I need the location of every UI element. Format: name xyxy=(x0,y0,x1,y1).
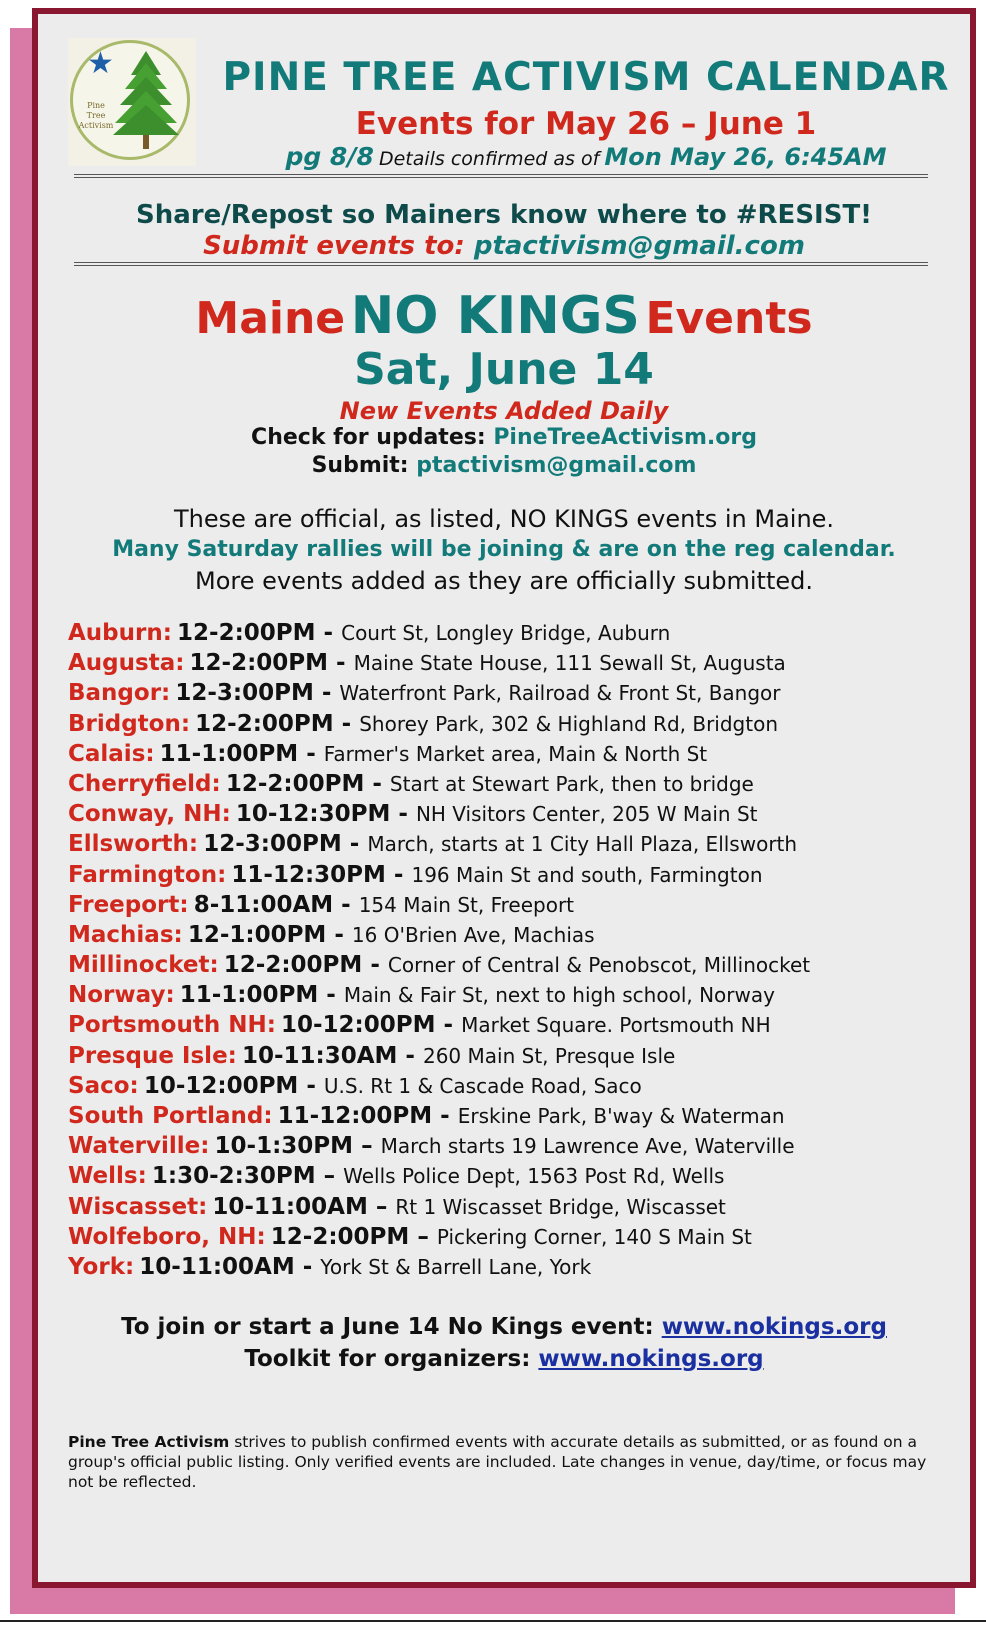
title-events: Events xyxy=(645,293,813,344)
event-city: Freeport: xyxy=(68,891,189,918)
event-location: U.S. Rt 1 & Cascade Road, Saco xyxy=(323,1073,642,1098)
submit-events xyxy=(38,452,970,480)
event-location: Court St, Longley Bridge, Auburn xyxy=(341,621,671,645)
event-location: 154 Main St, Freeport xyxy=(358,892,575,917)
bottom-rule xyxy=(0,1620,986,1622)
event-separator: - xyxy=(364,770,390,797)
event-time: 12-2:00PM xyxy=(177,620,316,646)
event-separator: - xyxy=(362,952,388,979)
event-time: 8-11:00AM xyxy=(193,891,334,918)
join-label: To join or start a June 14 No Kings event: xyxy=(121,1314,654,1340)
calendar-card xyxy=(32,8,976,1588)
submit-email-2[interactable]: ptactivism@gmail.com xyxy=(416,453,697,478)
event-location: Market Square. Portsmouth NH xyxy=(461,1013,771,1038)
event-separator: - xyxy=(326,921,352,948)
intro-line-3: More events added as they are officially submitted. xyxy=(195,567,813,595)
event-location: Start at Stewart Park, then to bridge xyxy=(389,771,754,796)
no-kings-date: Sat, June 14 xyxy=(354,344,654,395)
event-row xyxy=(68,829,948,859)
event-row xyxy=(68,980,948,1010)
event-location: March starts 19 Lawrence Ave, Waterville xyxy=(380,1134,795,1159)
event-time: 12-2:00PM xyxy=(189,650,329,677)
event-location: Corner of Central & Penobscot, Millinocket xyxy=(387,953,811,978)
event-row xyxy=(68,890,948,920)
event-city: Augusta: xyxy=(68,650,185,677)
logo-circle xyxy=(70,40,190,160)
divider-bottom xyxy=(74,262,928,266)
event-city: Presque Isle: xyxy=(68,1042,237,1069)
event-location: Farmer's Market area, Main & North St xyxy=(323,741,708,766)
event-city: Waterville: xyxy=(68,1133,210,1160)
new-events-note: New Events Added Daily xyxy=(339,397,669,425)
event-location: 16 O'Brien Ave, Machias xyxy=(351,922,595,947)
event-location: Rt 1 Wiscasset Bridge, Wiscasset xyxy=(395,1194,726,1219)
event-row xyxy=(68,739,948,769)
page-number: pg 8/8 xyxy=(285,142,374,171)
calendar-week: Events for May 26 – June 1 xyxy=(355,106,817,142)
event-separator: – xyxy=(409,1223,437,1250)
event-city: Millinocket: xyxy=(68,952,219,979)
event-row xyxy=(68,769,948,799)
event-separator: - xyxy=(397,1042,423,1069)
event-city: Saco: xyxy=(68,1072,139,1099)
title-no-kings: NO KINGS xyxy=(350,286,640,346)
event-location: Maine State House, 111 Sewall St, Augusta xyxy=(353,651,786,676)
event-location: Wells Police Dept, 1563 Post Rd, Wells xyxy=(343,1164,725,1189)
event-time: 12-3:00PM xyxy=(175,680,314,707)
event-separator: - xyxy=(341,831,368,858)
event-time: 11-12:30PM xyxy=(231,861,386,888)
event-separator: – xyxy=(367,1193,396,1220)
event-separator: - xyxy=(298,740,324,767)
event-row xyxy=(68,618,948,648)
event-row xyxy=(68,1161,948,1191)
event-city: South Portland: xyxy=(68,1103,273,1129)
event-location: Main & Fair St, next to high school, Norway xyxy=(343,983,775,1008)
logo xyxy=(68,38,196,166)
details-label: Details confirmed as of xyxy=(378,148,600,170)
event-row xyxy=(68,1071,948,1101)
submit-label: Submit events to: xyxy=(203,231,465,261)
event-time: 10-1:30PM xyxy=(214,1133,354,1160)
event-separator: - xyxy=(315,620,342,646)
title-maine: Maine xyxy=(195,293,346,344)
event-time: 10-12:00PM xyxy=(143,1072,299,1099)
event-location: York St & Barrell Lane, York xyxy=(320,1254,592,1279)
event-row xyxy=(68,799,948,829)
event-row xyxy=(68,860,948,890)
event-city: Bangor: xyxy=(68,680,171,707)
submit-email[interactable]: ptactivism@gmail.com xyxy=(473,231,805,261)
event-time: 12-2:00PM xyxy=(223,952,363,979)
event-time: 10-11:00AM xyxy=(212,1193,368,1220)
event-separator: - xyxy=(432,1103,458,1129)
check-site-link[interactable]: PineTreeActivism.org xyxy=(493,425,757,450)
event-location: March, starts at 1 City Hall Plaza, Ellsworth xyxy=(367,832,798,857)
event-city: Wiscasset: xyxy=(68,1193,208,1220)
event-separator: - xyxy=(333,891,359,918)
submit-label-2: Submit: xyxy=(311,453,409,478)
event-location: 260 Main St, Presque Isle xyxy=(422,1043,676,1068)
event-row xyxy=(68,1041,948,1071)
event-row xyxy=(68,709,948,739)
event-row xyxy=(68,648,948,678)
event-time: 11-1:00PM xyxy=(179,982,319,1009)
toolkit-label: Toolkit for organizers: xyxy=(244,1346,531,1372)
event-city: Cherryfield: xyxy=(68,770,221,797)
event-separator: - xyxy=(298,1072,324,1099)
event-city: York: xyxy=(68,1253,135,1280)
events-list xyxy=(68,618,948,1282)
event-row xyxy=(68,1252,948,1282)
event-city: Norway: xyxy=(68,982,175,1009)
pine-tree-icon xyxy=(73,43,193,163)
event-separator: - xyxy=(333,710,360,737)
event-time: 10-11:00AM xyxy=(139,1253,295,1280)
event-row xyxy=(68,1222,948,1252)
submit-line xyxy=(38,230,970,262)
event-city: Wells: xyxy=(68,1163,147,1190)
event-city: Ellsworth: xyxy=(68,831,199,858)
event-city: Wolfeboro, NH: xyxy=(68,1223,266,1250)
disclaimer-text: strives to publish confirmed events with accurate details as submitted, or as found on a group's official public listing. Only verified events are included. Late changes in venue, day/time, or focus may not be reflected. xyxy=(68,1433,927,1491)
event-time: 10-11:30AM xyxy=(241,1042,398,1069)
intro-line-1: These are official, as listed, NO KINGS events in Maine. xyxy=(173,505,835,533)
event-row xyxy=(68,678,948,708)
event-row xyxy=(68,1101,948,1131)
event-location: Shorey Park, 302 & Highland Rd, Bridgton xyxy=(359,711,779,736)
event-time: 12-1:00PM xyxy=(187,921,327,948)
event-separator: - xyxy=(318,982,344,1009)
event-time: 10-12:30PM xyxy=(235,801,391,828)
disclaimer-org: Pine Tree Activism xyxy=(68,1433,230,1451)
event-city: Machias: xyxy=(68,921,183,948)
intro-line-2: Many Saturday rallies will be joining & are on the reg calendar. xyxy=(112,537,896,562)
event-city: Farmington: xyxy=(68,861,227,888)
event-city: Conway, NH: xyxy=(68,801,231,828)
event-separator: - xyxy=(313,680,340,707)
event-row xyxy=(68,1010,948,1040)
event-row xyxy=(68,1192,948,1222)
event-location: Pickering Corner, 140 S Main St xyxy=(436,1224,752,1249)
event-time: 12-2:00PM xyxy=(195,710,334,737)
event-city: Bridgton: xyxy=(68,710,191,737)
event-time: 12-2:00PM xyxy=(225,770,365,797)
event-separator: - xyxy=(435,1012,462,1039)
event-separator: - xyxy=(390,801,416,828)
check-label: Check for updates: xyxy=(251,425,486,450)
logo-text: Pine Tree Activism xyxy=(78,101,114,130)
event-location: 196 Main St and south, Farmington xyxy=(411,862,763,887)
event-time: 12-2:00PM xyxy=(270,1223,410,1250)
event-time: 1:30-2:30PM xyxy=(151,1163,316,1190)
event-location: Erskine Park, B'way & Waterman xyxy=(457,1104,785,1128)
event-city: Auburn: xyxy=(68,620,172,646)
event-row xyxy=(68,920,948,950)
confirmed-date: Mon May 26, 6:45AM xyxy=(604,143,887,171)
check-updates xyxy=(38,424,970,452)
event-row xyxy=(68,950,948,980)
event-row xyxy=(68,1131,948,1161)
toolkit-line xyxy=(38,1344,970,1374)
page-info xyxy=(206,142,966,175)
share-text: Share/Repost so Mainers know where to #RESIST! xyxy=(135,200,873,230)
event-time: 12-3:00PM xyxy=(203,831,342,858)
event-separator: - xyxy=(328,650,354,677)
toolkit-link[interactable]: www.nokings.org xyxy=(538,1346,764,1372)
join-link[interactable]: www.nokings.org xyxy=(661,1314,887,1340)
event-separator: – xyxy=(315,1163,344,1190)
event-time: 11-12:00PM xyxy=(277,1103,433,1129)
event-city: Portsmouth NH: xyxy=(68,1012,276,1039)
join-line xyxy=(38,1312,970,1342)
divider-top xyxy=(74,174,928,178)
event-time: 11-1:00PM xyxy=(159,740,299,767)
event-city: Calais: xyxy=(68,740,155,767)
calendar-title: PINE TREE ACTIVISM CALENDAR xyxy=(222,55,950,100)
event-location: Waterfront Park, Railroad & Front St, Bangor xyxy=(339,681,781,706)
star-icon: ★ xyxy=(87,46,114,81)
event-separator: - xyxy=(385,861,412,888)
event-time: 10-12:00PM xyxy=(281,1012,436,1039)
event-separator: – xyxy=(353,1133,381,1160)
event-location: NH Visitors Center, 205 W Main St xyxy=(415,802,758,827)
event-separator: - xyxy=(294,1253,321,1280)
disclaimer xyxy=(68,1432,928,1492)
